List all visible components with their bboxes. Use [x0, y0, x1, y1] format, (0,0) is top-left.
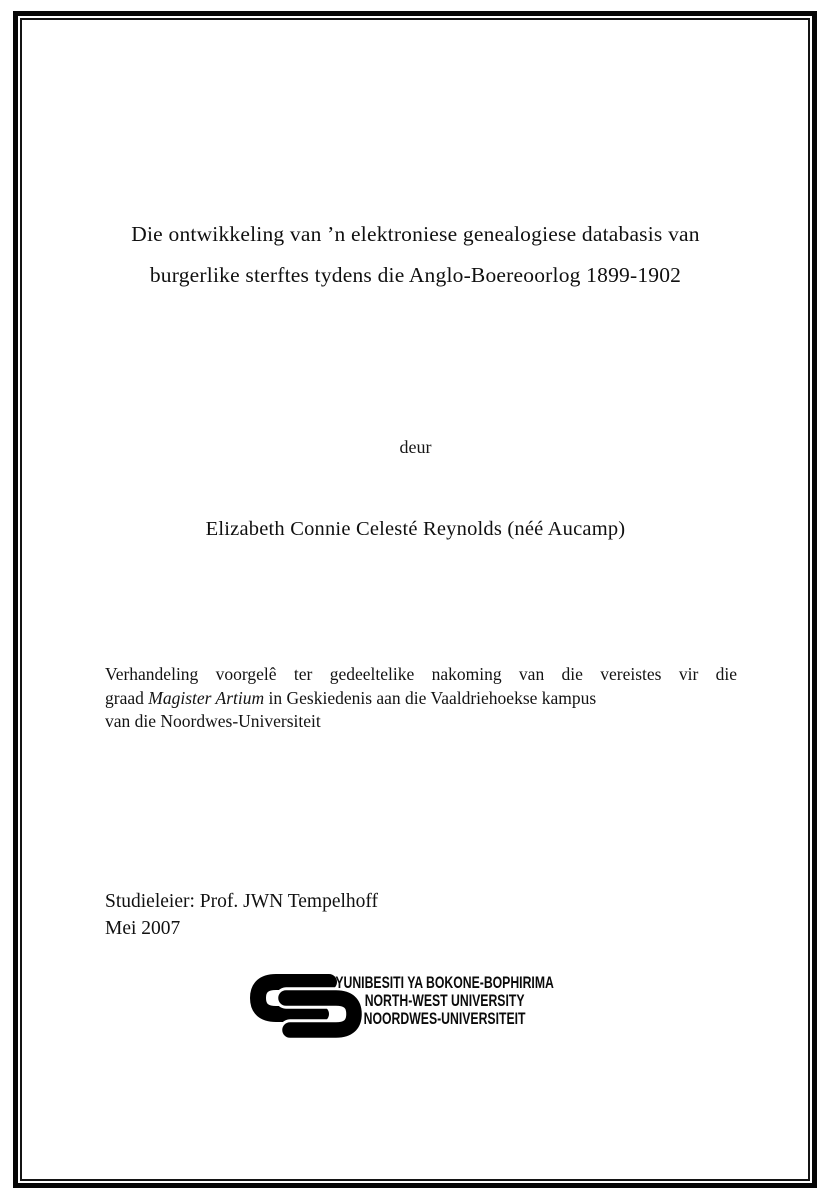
submission-line3: van die Noordwes-Universiteit — [105, 711, 321, 731]
university-name-block — [315, 974, 574, 1029]
supervisor-block — [105, 888, 378, 942]
university-logo — [250, 968, 590, 1053]
submission-statement — [105, 663, 737, 734]
byline-deur: deur — [399, 437, 432, 457]
thesis-title-line1: Die ontwikkeling van ’n elektroniese genealogiese databasis van — [131, 222, 700, 246]
supervisor-line: Studieleier: Prof. JWN Tempelhoff — [105, 891, 379, 912]
submission-line1: Verhandeling voorgelê ter gedeeltelike nakoming van die vereistes vir die — [105, 664, 737, 684]
university-name-setswana: YUNIBESITI YA BOKONE-BOPHIRIMA — [335, 973, 554, 992]
author-name: Elizabeth Connie Celesté Reynolds (néé Aucamp) — [205, 518, 626, 540]
university-name-afrikaans: NOORDWES-UNIVERSITEIT — [363, 1009, 526, 1029]
degree-name: Magister Artium — [148, 687, 265, 708]
university-name-english: NORTH-WEST UNIVERSITY — [364, 991, 525, 1011]
submission-line2-suffix: in Geskiedenis aan die Vaaldriehoekse kampus — [264, 687, 597, 708]
date-line: Mei 2007 — [105, 918, 181, 939]
thesis-title-line2: burgerlike sterftes tydens die Anglo-Boereoorlog 1899-1902 — [149, 263, 682, 287]
submission-line2-prefix: graad — [105, 687, 149, 708]
thesis-title — [60, 214, 771, 296]
submission-line2 — [105, 687, 737, 711]
